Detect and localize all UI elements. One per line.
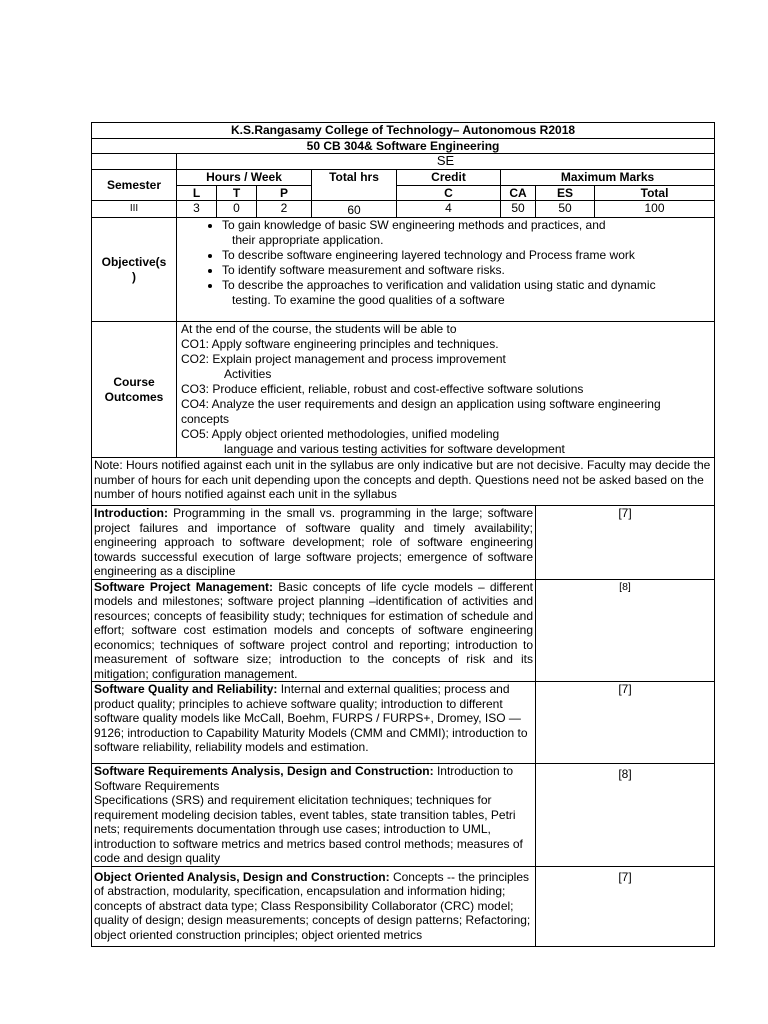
outcomes-label: [92, 322, 177, 458]
semester-header: Semester: [92, 169, 177, 201]
co2-cont: Activities: [224, 367, 272, 381]
objectives-cell: [177, 218, 715, 322]
objective-item: • To describe software engineering layered technology and Process frame work: [222, 248, 712, 263]
co4: CO4: Analyze the user requirements and design an application using software engineering: [181, 397, 661, 411]
unit-hours: [7]: [536, 506, 715, 580]
objectives-label-line1: Objective(s: [101, 255, 167, 269]
co2: CO2: Explain project management and process improvement: [181, 352, 506, 366]
semester-value: III: [92, 201, 177, 218]
total-header: Total: [595, 185, 715, 201]
unit-title: Object Oriented Analysis, Design and Construction:: [94, 869, 390, 884]
college-title: K.S.Rangasamy College of Technology– Autonomous R2018: [92, 123, 715, 139]
objectives-list: [179, 218, 712, 308]
unit-object-oriented: [92, 866, 536, 946]
unit-body: Introduction to Software Requirements: [94, 764, 514, 793]
co1: CO1: Apply software engineering principles and techniques.: [181, 337, 499, 351]
unit-hours: [7]: [536, 682, 715, 764]
total-hrs-header: Total hrs: [312, 169, 397, 201]
max-marks-header: Maximum Marks: [501, 169, 715, 185]
ca-header: CA: [501, 185, 536, 201]
total-value: 100: [595, 201, 715, 218]
es-header: ES: [536, 185, 595, 201]
unit-title: Introduction:: [94, 506, 168, 520]
unit-body: Concepts -- the principles of abstraction, modularity, specification, encapsulation and information hiding; concepts of abstract data type; Class Responsibility Collaborator (CRC) model; quality of design; design measurements; concepts of design patterns; Refactoring; object oriented construction principles; object oriented metrics: [94, 869, 531, 942]
l-value: 3: [177, 201, 217, 218]
unit-title: Software Quality and Reliability:: [94, 682, 278, 696]
unit-body-cont: Specifications (SRS) and requirement elicitation techniques; techniques for requirement modeling decision tables, event tables, state transition tables, Petri nets; requirements documentation through use cases; introduction to UML, introduction to software metrics and metrics based control methods; measures of code and design quality: [94, 793, 523, 865]
hours-note: Note: Hours notified against each unit in the syllabus are only indicative but are not decisive. Faculty may decide the number of hours for each unit depending upon the concepts and depth. Questions need not be asked based on the number of hours notified against each unit in the syllabus: [92, 458, 715, 506]
unit-hours: [8]: [536, 764, 715, 867]
p-value: 2: [257, 201, 312, 218]
unit-title: Software Requirements Analysis, Design and Construction:: [94, 764, 434, 778]
hours-week-header: Hours / Week: [177, 169, 312, 185]
objective-item: • To identify software measurement and software risks.: [222, 263, 712, 278]
syllabus-table: [91, 122, 715, 947]
unit-quality-reliability: [92, 682, 536, 764]
ca-value: 50: [501, 201, 536, 218]
course-title: 50 CB 304& Software Engineering: [92, 138, 715, 154]
t-header: T: [217, 185, 257, 201]
unit-body: Programming in the small vs. programming in the large; software project failures and importance of software quality and timely availability; engineering approach to software development; role of software engineering towards successful execution of large software projects; emergence of software engineering as a discipline: [94, 506, 533, 578]
outcomes-label-line1: Course: [113, 375, 155, 389]
es-value: 50: [536, 201, 595, 218]
unit-requirements: [92, 764, 536, 867]
co4-cont: concepts: [181, 412, 230, 426]
co3: CO3: Produce efficient, reliable, robust and cost-effective software solutions: [181, 382, 584, 396]
objectives-label: [92, 218, 177, 322]
outcomes-cell: [177, 322, 715, 458]
total-hrs-value: 60: [312, 201, 397, 218]
co5: CO5: Apply object oriented methodologies, unified modeling: [181, 427, 500, 441]
syllabus-sheet: [91, 122, 714, 947]
unit-project-management: [92, 579, 536, 682]
objective-item: • To gain knowledge of basic SW engineering methods and practices, and their appropriate application.: [222, 218, 712, 248]
department-code: SE: [177, 154, 715, 170]
p-header: P: [257, 185, 312, 201]
credit-header: Credit: [397, 169, 501, 185]
t-value: 0: [217, 201, 257, 218]
unit-hours: [8]: [536, 579, 715, 682]
c-header: C: [397, 185, 501, 201]
co5-cont: language and various testing activities for software development: [224, 442, 565, 456]
c-value: 4: [397, 201, 501, 218]
blank-cell: [92, 154, 177, 170]
unit-body: Internal and external qualities; process and product quality; principles to achieve software quality; introduction to different software quality models like McCall, Boehm, FURPS / FURPS+, Dromey, ISO — 9126; introduction to Capability Maturity Models (CMM and CMMI); introduction to software reliability, reliability models and estimation.: [94, 682, 528, 754]
unit-body: Basic concepts of life cycle models – different models and milestones; software project planning –identification of activities and resources; concepts of feasibility study; techniques for estimation of schedule and effort; software cost estimation models and concepts of software engineering economics; techniques of software project control and reporting; introduction to measurement of software size; introduction to the concepts of risk and its mitigation; configuration management.: [94, 579, 534, 681]
unit-hours: [7]: [536, 866, 715, 946]
unit-introduction: [92, 506, 536, 580]
outcomes-intro: At the end of the course, the students will be able to: [181, 322, 457, 336]
unit-title: Software Project Management:: [94, 579, 274, 594]
objective-item: • To describe the approaches to verification and validation using static and dynamic testing. To examine the good qualities of a software: [222, 278, 712, 308]
objectives-label-line2: ): [132, 269, 136, 284]
outcomes-label-line2: Outcomes: [104, 389, 164, 404]
l-header: L: [177, 185, 217, 201]
